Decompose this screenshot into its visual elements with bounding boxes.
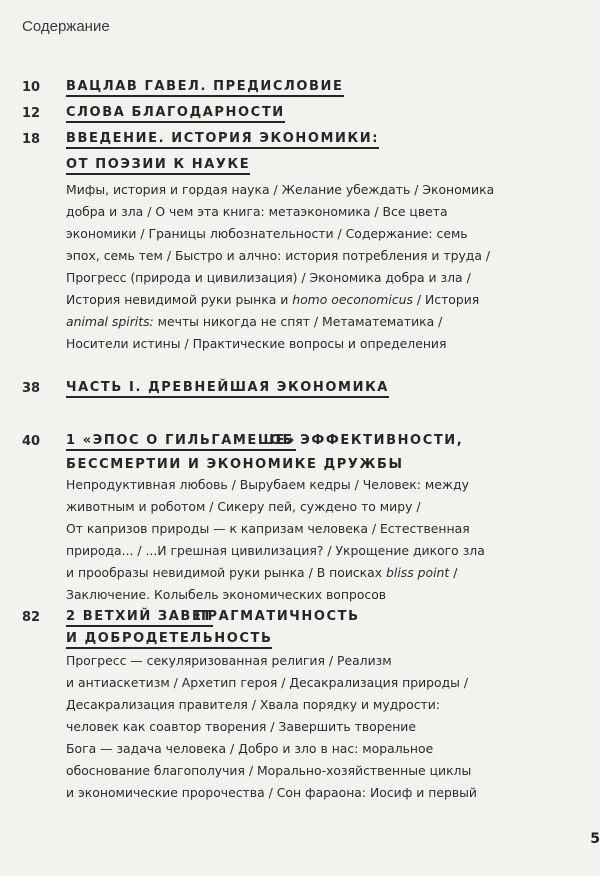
entry-contents-line: обоснование благополучия / Морально-хозяйственные циклы xyxy=(66,763,472,778)
italic-term: homo oeconomicus xyxy=(292,292,413,307)
entry-title: СЛОВА БЛАГОДАРНОСТИ xyxy=(66,105,285,123)
page-header: Содержание xyxy=(22,18,110,35)
entry-contents-line: Бога — задача человека / Добро и зло в нас: моральное xyxy=(66,741,434,756)
entry-title-continued: БЕССМЕРТИИ И ЭКОНОМИКЕ ДРУЖБЫ xyxy=(66,457,404,472)
entry-page-number: 38 xyxy=(22,381,41,396)
entry-contents-line: Непродуктивная любовь / Вырубаем кедры / Человек: между xyxy=(66,477,469,492)
entry-contents-line: Носители истины / Практические вопросы и определения xyxy=(66,336,447,351)
entry-contents-line: Заключение. Колыбель экономических вопросов xyxy=(66,587,387,602)
entry-title-underlined: 2 ВЕТХИЙ ЗАВЕТ xyxy=(66,609,213,627)
entry-contents-line: Прогресс (природа и цивилизация) / Экономика добра и зла / xyxy=(66,270,471,285)
italic-term: bliss point xyxy=(386,565,450,580)
entry-page-number: 40 xyxy=(22,434,41,449)
entry-title: ВВЕДЕНИЕ. ИСТОРИЯ ЭКОНОМИКИ: xyxy=(66,131,379,149)
entry-contents-line: Мифы, история и гордая наука / Желание убеждать / Экономика xyxy=(66,182,495,197)
entry-contents-line: экономики / Границы любознательности / Содержание: семь xyxy=(66,226,468,241)
entry-page-number: 82 xyxy=(22,610,41,625)
entry-contents-line: Десакрализация правителя / Хвала порядку и мудрости: xyxy=(66,697,440,712)
entry-contents-line: человек как соавтор творения / Завершить творение xyxy=(66,719,416,734)
entry-contents-line: природа... / ...И грешная цивилизация? / Укрощение дикого зла xyxy=(66,543,485,558)
entry-title-continued: ОТ ПОЭЗИИ К НАУКЕ xyxy=(66,157,250,175)
entry-contents-line: Прогресс — секуляризованная религия / Реализм xyxy=(66,653,392,668)
entry-contents-line: животным и роботом / Сикеру пей, суждено то миру / xyxy=(66,499,421,514)
entry-title-rest: ПРАГМАТИЧНОСТЬ xyxy=(195,609,360,624)
entry-contents-line: добра и зла / О чем эта книга: метаэкономика / Все цвета xyxy=(66,204,448,219)
entry-title-continued: И ДОБРОДЕТЕЛЬНОСТЬ xyxy=(66,631,272,649)
entry-contents-line: animal spirits: мечты никогда не спят / Метаматематика / xyxy=(66,314,443,329)
italic-term: animal spirits: xyxy=(66,314,154,329)
entry-title: ЧАСТЬ I. ДРЕВНЕЙШАЯ ЭКОНОМИКА xyxy=(66,380,389,398)
entry-page-number: 10 xyxy=(22,80,41,95)
entry-title: ВАЦЛАВ ГАВЕЛ. ПРЕДИСЛОВИЕ xyxy=(66,79,344,97)
entry-title-underlined: 1 «ЭПОС О ГИЛЬГАМЕШЕ» xyxy=(66,433,296,451)
entry-contents-line: и экономические пророчества / Сон фараона: Иосиф и первый xyxy=(66,785,477,800)
entry-page-number: 12 xyxy=(22,106,41,121)
entry-contents-line: эпох, семь тем / Быстро и алчно: история потребления и труда / xyxy=(66,248,491,263)
entry-contents-line: и антиаскетизм / Архетип героя / Десакрализация природы / xyxy=(66,675,469,690)
entry-contents-line: и прообразы невидимой руки рынка / В поисках bliss point / xyxy=(66,565,458,580)
entry-page-number: 18 xyxy=(22,132,41,147)
entry-contents-line: История невидимой руки рынка и homo oeconomicus / История xyxy=(66,292,480,307)
entry-contents-line: От капризов природы — к капризам человека / Естественная xyxy=(66,521,470,536)
page-number: 5 xyxy=(590,831,600,847)
entry-title-rest: ОБ ЭФФЕКТИВНОСТИ, xyxy=(270,433,464,448)
